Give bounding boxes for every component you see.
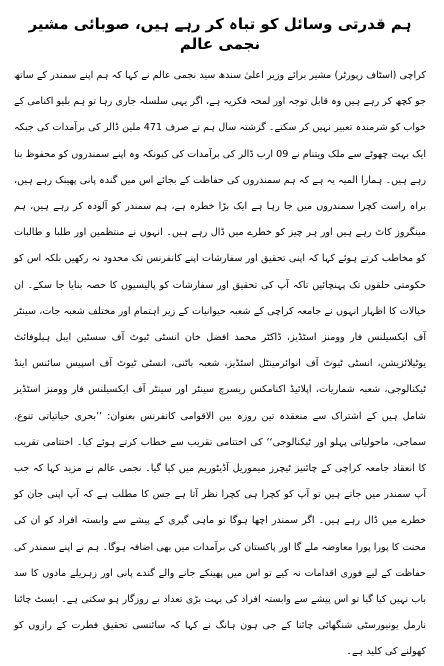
article-body: کراچی (اسٹاف رپورٹر) مشیر برائے وزیر اعلیٰ سندھ سید نجمی عالم نے کہا کہ ہم اپنے سمندر کے ساتھ جو کچھ کر رہے ہیں وہ قابل توجہ اور لمحہ فکریہ ہے، اگر یہی سلسلہ جاری رہا تو ہم بلیو اکنامی کے خواب کو شرمندہ تعبیر نہیں کر سکتے۔ گزشتہ سال ہم نے صرف 471 ملین ڈالر کی برآمدات کی جبکہ ایک بہت چھوٹے سے ملک ویتنام نے 09 ارب ڈالر کی برآمدات کی کیونکہ وہ اپنے سمندروں کو محفوظ بنا رہے ہیں۔ ہمارا المیہ یہ ہے کہ ہم سمندروں کی حفاظت کے بجائے اس میں گندہ پانی پھینک رہے ہیں، براہ راست کچرا سمندروں میں جا رہا ہے ایک بڑا خطرہ ہے، ہم سمندر کو آلودہ کر رہے ہیں، ہم مینگروز کاٹ رہے ہیں اور ہر چیز کو خطرے میں ڈال رہے ہیں۔ انہوں نے منتظمین اور طلبا و طالبات کو مخاطب کرتے ہوئے کہا کہ اپنی تحقیق اور سفارشات اپنے کانفرنس تک محدود نہ رکھیں بلکہ اس کو حکومتی حلقوں تک پہنچائیں تاکہ آپ کی تحقیق اور سفارشات کو پالیسیوں کا حصہ بنایا جا سکے۔ ان خیالات کا اظہار انہوں نے جامعہ کراچی کے شعبہ حیوانیات کے زیر اہتمام اور مختلف شعبہ جات، سینٹر آف ایکسیلنس فار وومنز اسٹڈیز، ڈاکٹر محمد افضل خان انسٹی ٹیوٹ آف سسٹین ایبل ہیلوفائٹ یوٹیلائزیشن، انسٹی ٹیوٹ آف انوائرمینٹل اسٹڈیز، شعبہ باٹنی، انسٹی ٹیوٹ آف اسپیس سائنس اینڈ ٹیکنالوجی، شعبہ شماریات، اپلائیڈ اکنامکس ریسرچ سینٹر اور سینٹر آف ایکسیلنس فار وومنز اسٹڈیز شامل ہیں کے اشتراک سے منعقدہ تین روزہ بین الاقوامی کانفرنس بعنوان: ’’بحری حیاتیاتی تنوع، سماجی، ماحولیاتی پہلو اور ٹیکنالوجی‘‘ کی اختتامی تقریب سے خطاب کرتے ہوئے کیا۔ اختتامی تقریب کا انعقاد جامعہ کراچی کے چائنیز ٹیچرز میموریل آڈیٹوریم میں کیا گیا۔ نجمی عالم نے مزید کہا کہ جب آپ سمندر میں جاتے ہیں تو آپ کو کچرا ہی کچرا نظر آتا ہے جس کا مطلب ہے کہ آپ اپنی جان کو خطرے میں ڈال رہے ہیں۔ اگر سمندر اچھا ہوگا تو ماہی گیری کے پیشے سے وابستہ افراد کو ان کی محنت کا پورا پورا معاوضہ ملے گا اور پاکستان کی برآمدات میں بھی اضافہ ہوگا۔ ہم نے اپنے سمندر کی حفاظت کے لیے فوری اقدامات نہ کیے تو اس میں پھینکے جانے والے گندے پانی اور زہریلے مادوں کا سد باب نہیں کیا گیا تو اس پیشے سے وابستہ افراد کی بہت بڑی تعداد بے روزگار ہو سکتی ہے۔ ایسٹ چائنا نارمل یونیورسٹی شنگھائی چائنا کے جی ہون ہانگ نے کہا کہ سائنسی تحقیق فطرت کے رازوں کو کھولنے کی کلید ہے۔ [14,70,426,658]
article-headline: ہم قدرتی وسائل کو تباہ کر رہے ہیں، صوبائی مشیر نجمی عالم [28,15,412,53]
